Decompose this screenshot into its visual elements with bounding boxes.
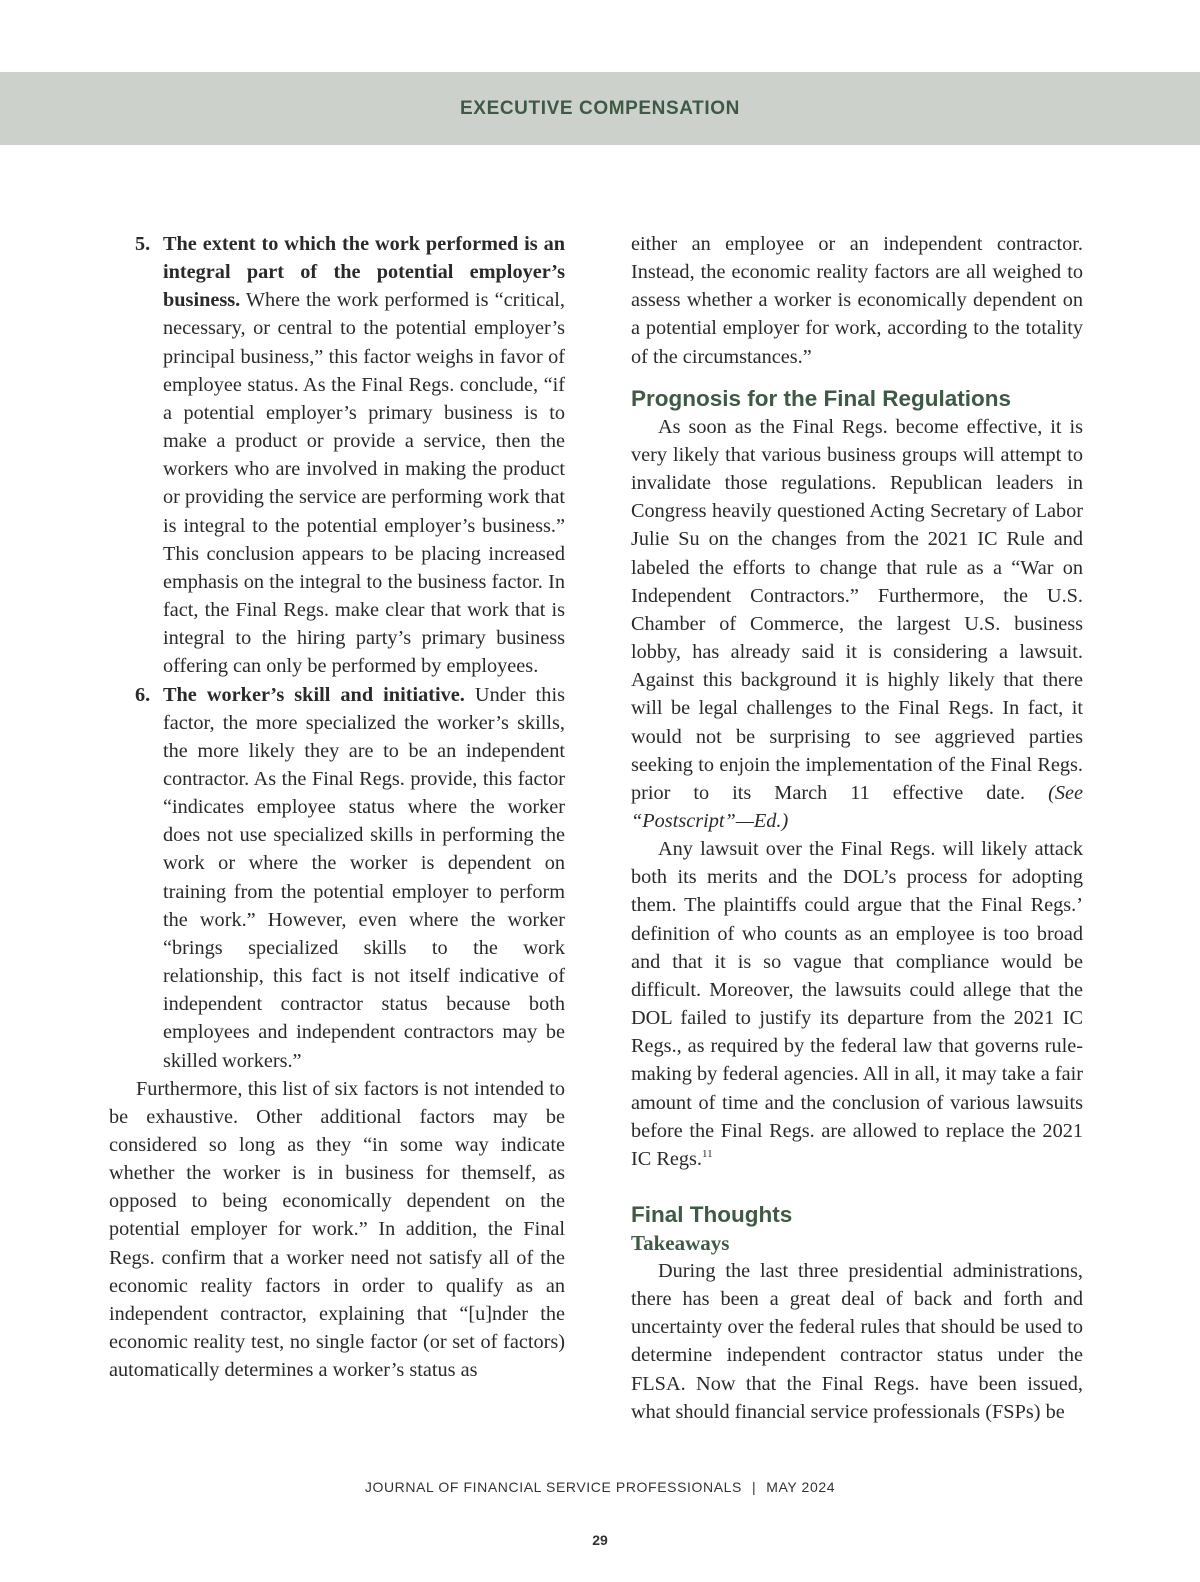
body-paragraph bbox=[631, 413, 1083, 835]
list-item-body: Where the work performed is “critical, necessary, or central to the potential employer’s principal business,” this factor weighs in favor of employee status. As the Final Regs. conclude, “if a potential employer’s primary business is to make a product or provide a service, then the workers who are involved in making the product or providing the service are performing work that is integral to the potential employer’s business.” This conclusion appears to be placing increased emphasis on the integral to the business factor. In fact, the Final Regs. make clear that work that is integral to the hiring party’s primary business offering can only be performed by employees. bbox=[163, 289, 565, 678]
editor-note: (See “Postscript”—Ed.) bbox=[631, 781, 1083, 832]
journal-name: JOURNAL OF FINANCIAL SERVICE PROFESSIONALS bbox=[364, 1479, 742, 1495]
section-heading-final-thoughts: Final Thoughts bbox=[631, 1202, 793, 1227]
body-paragraph bbox=[631, 835, 1083, 1173]
continued-paragraph: either an employee or an independent contractor. Instead, the economic reality factors are all weighed to assess whether a worker is economically dependent on a potential employer for work, according to the totality of the circumstances.” bbox=[631, 233, 1083, 368]
left-column bbox=[109, 230, 565, 1384]
subheading-takeaways: Takeaways bbox=[631, 1231, 730, 1255]
paragraph-text: Any lawsuit over the Final Regs. will likely attack both its merits and the DOL’s process for adopting them. The plaintiffs could argue that the Final Regs.’ definition of who counts as an employee is too broad and that it is so vague that compliance would be difficult. Moreover, the lawsuits could allege that the DOL failed to justify its departure from the 2021 IC Regs., as required by the federal law that governs rule-making by federal agencies. All in all, it may take a fair amount of time and the conclusion of various lawsuits before the Final Regs. are allowed to replace the 2021 IC Regs. bbox=[631, 838, 1083, 1170]
list-item-body: Under this factor, the more specialized the worker’s skills, the more likely they are to be an independent contractor. As the Final Regs. provide, this factor “indicates employee status where the worker does not use specialized skills in performing the work or where the worker is dependent on training from the potential employer to perform the work.” However, even where the worker “brings specialized skills to the work relationship, this fact is not itself indicative of independent contractor status because both employees and independent contractors may be skilled workers.” bbox=[163, 683, 565, 1072]
footer-separator: | bbox=[751, 1479, 757, 1495]
list-item-heading: The worker’s skill and initiative. bbox=[163, 683, 465, 706]
list-item-5 bbox=[109, 230, 565, 681]
right-column bbox=[631, 230, 1083, 1426]
section-title: EXECUTIVE COMPENSATION bbox=[460, 98, 740, 119]
page-number: 29 bbox=[592, 1532, 608, 1548]
list-number: 5. bbox=[135, 233, 151, 255]
body-paragraph: During the last three presidential administrations, there has been a great deal of back and forth and uncertainty over the federal rules that should be used to determine independent contractor status under the FLSA. Now that the Final Regs. have been issued, what should financial service professionals (FSPs) be bbox=[631, 1260, 1083, 1423]
paragraph-text: As soon as the Final Regs. become effective, it is very likely that various business groups will attempt to invalidate those regulations. Republican leaders in Congress heavily questioned Acting Secretary of Labor Julie Su on the changes from the 2021 IC Rule and labeled the efforts to change that rule as a “War on Independent Contractors.” Furthermore, the U.S. Chamber of Commerce, the largest U.S. business lobby, has already said it is considering a lawsuit. Against this background it is highly likely that there will be legal challenges to the Final Regs. In fact, it would not be surprising to see aggrieved parties seeking to enjoin the implementation of the Final Regs. prior to its March 11 effective date. bbox=[631, 415, 1083, 804]
page-footer bbox=[0, 1479, 1200, 1495]
list-item-heading: The extent to which the work performed is an integral part of the potential employer’s business. bbox=[163, 233, 565, 312]
list-item-6 bbox=[109, 681, 565, 1075]
body-paragraph: Furthermore, this list of six factors is not intended to be exhaustive. Other additional factors may be considered so long as they “in some way indicate whether the worker is in business for themself, as opposed to being economically dependent on the potential employer for work.” In addition, the Final Regs. confirm that a worker need not satisfy all of the economic reality factors in order to qualify as an independent contractor, explaining that “[u]nder the economic reality test, no single factor (or set of factors) automatically determines a worker’s status as bbox=[109, 1077, 565, 1382]
footnote-marker: 11 bbox=[701, 1148, 713, 1161]
list-number: 6. bbox=[135, 683, 151, 706]
section-heading-prognosis: Prognosis for the Final Regulations bbox=[631, 385, 1012, 411]
issue-date: MAY 2024 bbox=[766, 1479, 836, 1495]
